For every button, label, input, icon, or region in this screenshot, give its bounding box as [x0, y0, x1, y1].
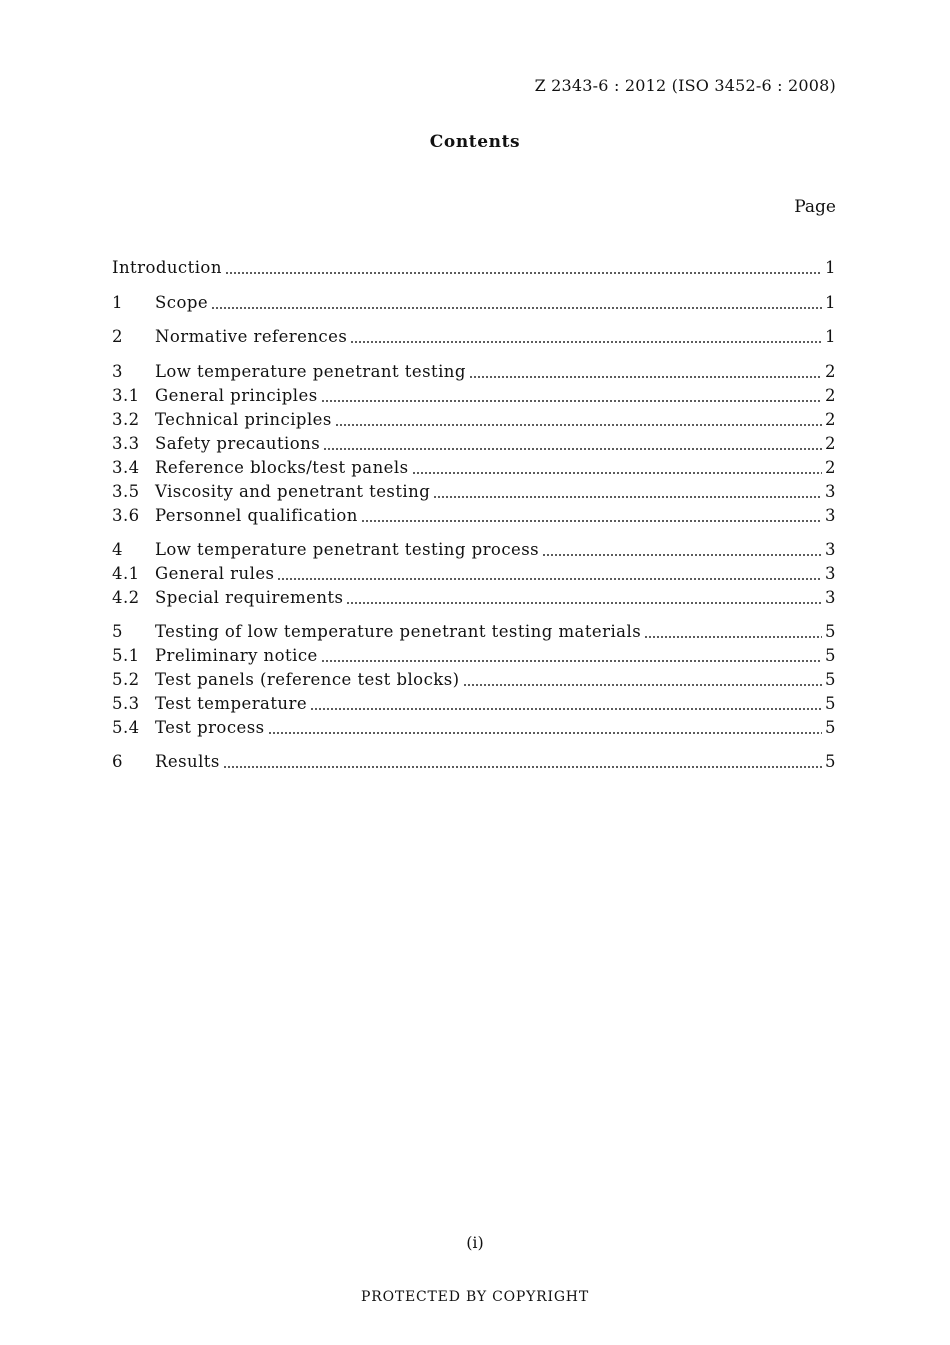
toc-entry-title: General rules	[155, 564, 275, 583]
toc-entry-number: 3	[112, 362, 123, 381]
toc-entry-title: Introduction	[112, 258, 222, 277]
dot-leader	[323, 448, 822, 450]
toc-entry-number: 4.1	[112, 564, 140, 583]
dot-leader	[225, 272, 822, 274]
dot-leader	[463, 684, 823, 686]
toc-entry-page: 3	[825, 588, 836, 607]
dot-leader	[350, 341, 822, 343]
toc-entry-title: Safety precautions	[155, 434, 321, 453]
toc-entry-page: 5	[825, 718, 836, 737]
toc-entry-title: Test panels (reference test blocks)	[155, 670, 460, 689]
toc-entry[interactable]	[112, 622, 836, 646]
dot-leader	[412, 472, 823, 474]
toc-entry[interactable]	[112, 564, 836, 588]
dot-leader	[335, 424, 822, 426]
toc-entry-title: Test process	[155, 718, 265, 737]
dot-leader	[268, 732, 822, 734]
toc-entry-page: 5	[825, 694, 836, 713]
toc-entry-page: 5	[825, 670, 836, 689]
dot-leader	[277, 578, 822, 580]
toc-entry-page: 2	[825, 434, 836, 453]
toc-entry-page: 1	[825, 293, 836, 312]
toc-entry-title: Technical principles	[155, 410, 332, 429]
toc-entry[interactable]	[112, 752, 836, 776]
toc-entry-page: 3	[825, 482, 836, 501]
toc-entry[interactable]	[112, 410, 836, 434]
toc-entry-title: Low temperature penetrant testing	[155, 362, 466, 381]
toc-entry-number: 1	[112, 293, 123, 312]
toc-entry-page: 2	[825, 458, 836, 477]
toc-entry[interactable]	[112, 293, 836, 317]
toc-entry[interactable]	[112, 540, 836, 564]
toc-entry-page: 1	[825, 258, 836, 277]
toc-entry-number: 5.1	[112, 646, 140, 665]
toc-entry-number: 3.3	[112, 434, 140, 453]
dot-leader	[310, 708, 822, 710]
dot-leader	[644, 636, 822, 638]
contents-heading: Contents	[429, 132, 521, 152]
dot-leader	[321, 400, 822, 402]
toc-entry-number: 4	[112, 540, 123, 559]
dot-leader	[433, 496, 822, 498]
dot-leader	[346, 602, 822, 604]
dot-leader	[542, 554, 822, 556]
toc-entry-page: 3	[825, 564, 836, 583]
toc-entry[interactable]	[112, 718, 836, 742]
toc-entry-title: Reference blocks/test panels	[155, 458, 409, 477]
toc-entry-number: 5.4	[112, 718, 140, 737]
toc-entry-page: 2	[825, 362, 836, 381]
toc-entry-title: General principles	[155, 386, 318, 405]
toc-entry[interactable]	[112, 258, 836, 282]
toc-entry-number: 3.1	[112, 386, 140, 405]
copyright-notice: PROTECTED BY COPYRIGHT	[361, 1289, 589, 1305]
toc-entry-page: 5	[825, 752, 836, 771]
toc-entry-title: Personnel qualification	[155, 506, 358, 525]
toc-entry-number: 6	[112, 752, 123, 771]
dot-leader	[223, 766, 822, 768]
toc-entry[interactable]	[112, 646, 836, 670]
dot-leader	[321, 660, 822, 662]
toc-entry[interactable]	[112, 386, 836, 410]
toc-entry[interactable]	[112, 327, 836, 351]
toc-entry[interactable]	[112, 482, 836, 506]
toc-entry-page: 5	[825, 646, 836, 665]
toc-entry-number: 4.2	[112, 588, 140, 607]
toc-entry-page: 2	[825, 386, 836, 405]
toc-entry[interactable]	[112, 506, 836, 530]
toc-entry-number: 5.2	[112, 670, 140, 689]
toc-entry-number: 3.4	[112, 458, 140, 477]
dot-leader	[469, 376, 822, 378]
toc-entry[interactable]	[112, 434, 836, 458]
toc-entry-title: Testing of low temperature penetrant testing materials	[155, 622, 642, 641]
toc-entry[interactable]	[112, 694, 836, 718]
toc-entry-page: 1	[825, 327, 836, 346]
toc-entry[interactable]	[112, 588, 836, 612]
toc-entry-number: 5.3	[112, 694, 140, 713]
dot-leader	[211, 307, 822, 309]
toc-entry-title: Test temperature	[155, 694, 308, 713]
toc-entry[interactable]	[112, 362, 836, 386]
toc-entry[interactable]	[112, 458, 836, 482]
toc-entry-title: Preliminary notice	[155, 646, 318, 665]
toc-entry-title: Special requirements	[155, 588, 344, 607]
toc-entry-number: 3.6	[112, 506, 140, 525]
toc-entry-number: 2	[112, 327, 123, 346]
toc-entry-number: 3.5	[112, 482, 140, 501]
page-column-label: Page	[794, 197, 836, 217]
toc-entry[interactable]	[112, 670, 836, 694]
toc-entry-number: 5	[112, 622, 123, 641]
toc-entry-title: Results	[155, 752, 220, 771]
toc-entry-number: 3.2	[112, 410, 140, 429]
page-number: (i)	[466, 1233, 484, 1252]
toc-entry-title: Low temperature penetrant testing process	[155, 540, 540, 559]
toc-entry-page: 3	[825, 506, 836, 525]
dot-leader	[361, 520, 822, 522]
toc-entry-title: Normative references	[155, 327, 348, 346]
standard-number: Z 2343-6 : 2012 (ISO 3452-6 : 2008)	[534, 76, 836, 95]
toc-entry-title: Scope	[155, 293, 209, 312]
toc-entry-title: Viscosity and penetrant testing	[155, 482, 431, 501]
toc-entry-page: 2	[825, 410, 836, 429]
toc-entry-page: 3	[825, 540, 836, 559]
toc-entry-page: 5	[825, 622, 836, 641]
